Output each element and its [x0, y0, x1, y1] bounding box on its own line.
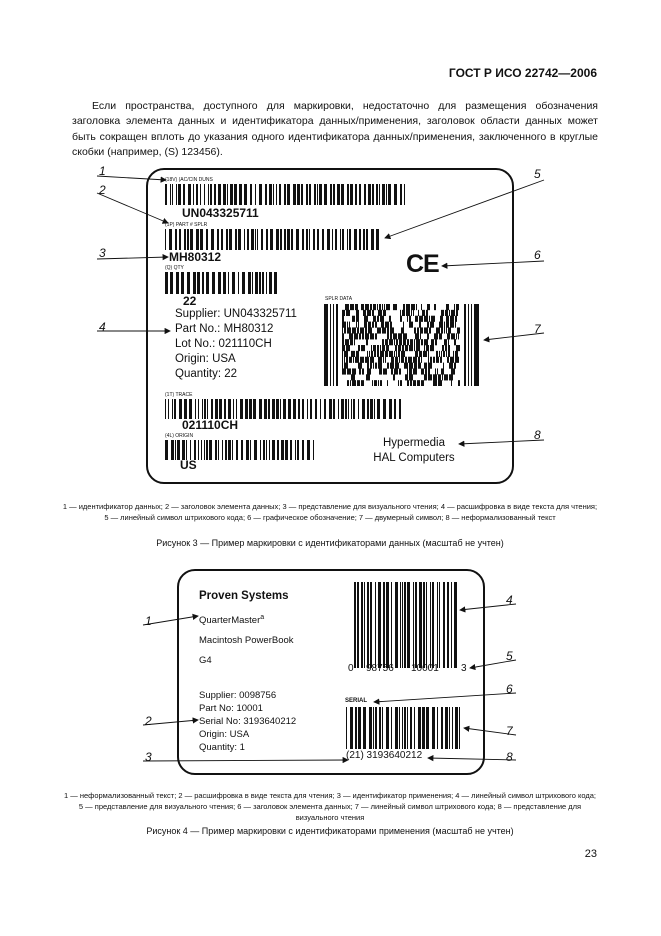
- fig4-company: Proven Systems: [199, 590, 289, 602]
- serial-hri: (21) 3193640212: [346, 750, 423, 761]
- fig4-callout-4: 4: [506, 593, 513, 607]
- leader-fig4-5: [470, 660, 516, 668]
- fig3-callout-6: 6: [534, 248, 541, 262]
- product-line-1: QuarterMaster$^a$: [199, 614, 265, 627]
- product-line-3: G4: [199, 655, 212, 667]
- text-line-quantity: Quantity: 1: [199, 742, 245, 753]
- qty-hri: 22: [183, 294, 197, 308]
- origin-hri: US: [180, 458, 197, 472]
- fig4-callout-2: 2: [145, 714, 152, 728]
- leader-fig4-3: [143, 760, 348, 761]
- leader-fig3-7: [484, 333, 544, 340]
- leader-fig3-3: [97, 257, 168, 259]
- text-line-part: Part No: 10001: [199, 703, 263, 714]
- fig4-callout-8: 8: [506, 750, 513, 764]
- upc-digit-3: 10001: [411, 663, 439, 674]
- leader-fig3-1: [97, 176, 166, 180]
- text-line-supplier: Supplier: UN043325711: [175, 308, 297, 320]
- upc-digit-1: 0: [348, 663, 354, 674]
- fig3-callout-4: 4: [99, 320, 106, 334]
- qty-data-title: (Q) QTY: [165, 265, 184, 271]
- splr-data-title: SPLR DATA: [325, 296, 353, 302]
- leader-fig4-4: [460, 604, 516, 610]
- fig3-callout-3: 3: [99, 246, 106, 260]
- fig4-callout-7: 7: [506, 724, 513, 738]
- figure3-legend: 1 — идентификатор данных; 2 — заголовок элемента данных; 3 — представление для визуального чтения; 4 — расшифровка в виде текста для чтения; 5 — линейный символ штрихового кода; 6 — графическое обозначение; 7 — двумерный символ; 8 — неформализованный текст: [62, 502, 598, 522]
- serial-data-title: SERIAL: [345, 698, 368, 704]
- page-number: 23: [584, 848, 597, 860]
- fig4-callout-6: 6: [506, 682, 513, 696]
- text-line-origin: Origin: USA: [175, 353, 236, 365]
- fig3-callout-7: 7: [534, 322, 541, 336]
- part-hri: MH80312: [169, 250, 222, 264]
- duns-hri: UN043325711: [182, 206, 259, 220]
- fig3-callout-1: 1: [99, 164, 106, 178]
- leader-fig3-5: [385, 180, 544, 238]
- company-line-1: Hypermedia: [383, 437, 445, 449]
- fig3-callout-5: 5: [534, 167, 541, 181]
- trace-hri: 021110CH: [182, 418, 239, 432]
- origin-data-title: (4L) ORIGIN: [165, 433, 194, 439]
- leader-fig4-1: [143, 616, 198, 625]
- duns-data-title: (18V) (AC/CIN DUNS: [165, 177, 213, 183]
- leader-fig3-2: [97, 193, 168, 223]
- part-data-title: (1P) PART # SPLR: [165, 222, 208, 228]
- document-header: ГОСТ Р ИСО 22742—2006: [448, 66, 597, 80]
- figure3-caption: Рисунок 3 — Пример маркировки с идентификаторами данных (масштаб не учтен): [156, 538, 504, 548]
- figure4-legend: 1 — неформализованный текст; 2 — расшифровка в виде текста для чтения; 3 — идентификатор применения; 4 — линейный символ штрихового кода; 5 — представление для визуального чтения; 6 — заголовок элемента данных; 7 — линейный символ штрихового кода; 8 — представление для визуального чтения: [64, 791, 596, 822]
- intro-paragraph: Если пространства, доступного для маркировки, недостаточно для размещения обозначения заголовка элемента данных и идентификатора данных/применения, заголовок области данных может быть сокращен вплоть до указания одного идентификатора данных/применения, заключенного в круглые скобки (например, (S) 123456).: [72, 100, 598, 158]
- company-line-2: HAL Computers: [373, 452, 455, 464]
- upc-digit-2: 98756: [366, 663, 394, 674]
- fig3-callout-2: 2: [99, 183, 106, 197]
- text-line-lot: Lot No.: 021110CH: [175, 338, 272, 350]
- text-line-supplier: Supplier: 0098756: [199, 690, 277, 701]
- text-line-serial: Serial No: 3193640212: [199, 716, 297, 727]
- text-line-part: Part No.: MH80312: [175, 323, 274, 335]
- leader-fig4-6: [374, 693, 516, 702]
- leader-fig3-8: [459, 440, 544, 444]
- fig3-callout-8: 8: [534, 428, 541, 442]
- upc-digit-4: 3: [461, 663, 467, 674]
- leader-fig4-8: [428, 758, 516, 760]
- leader-fig4-2: [143, 720, 198, 725]
- fig4-callout-1: 1: [145, 614, 152, 628]
- ce-mark: CE: [406, 250, 439, 278]
- product-line-2: Macintosh PowerBook: [199, 635, 294, 647]
- fig4-callout-5: 5: [506, 649, 513, 663]
- leader-fig3-6: [442, 261, 544, 266]
- footnote-marker: a: [260, 614, 265, 621]
- text-line-origin: Origin: USA: [199, 729, 250, 740]
- figure4-caption: Рисунок 4 — Пример маркировки с идентификаторами применения (масштаб не учтен): [146, 826, 514, 836]
- trace-data-title: (1T) TRACE: [165, 392, 193, 398]
- leader-fig4-7: [464, 728, 516, 735]
- text-line-quantity: Quantity: 22: [175, 368, 238, 380]
- fig4-callout-3: 3: [145, 750, 152, 764]
